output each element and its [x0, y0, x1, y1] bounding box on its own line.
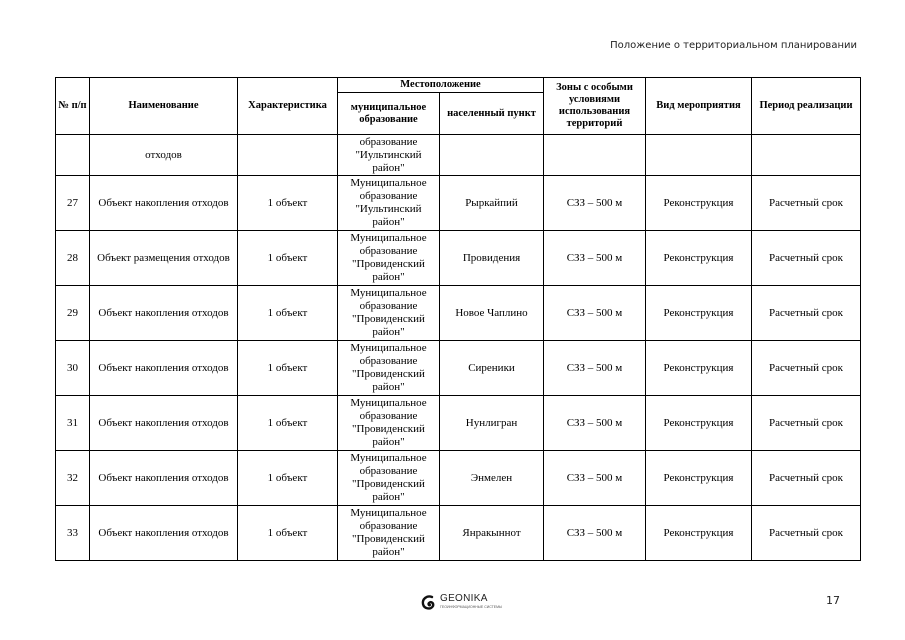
- cell-characteristic: 1 объект: [238, 286, 338, 341]
- cell-municipality: Муниципальное образование "Иультинский район": [338, 176, 440, 231]
- cell-settlement: Энмелен: [440, 451, 544, 506]
- geonika-swirl-icon: [420, 594, 436, 612]
- cell-zones: СЗЗ – 500 м: [544, 396, 646, 451]
- cell-number: 29: [56, 286, 90, 341]
- cell-number: 32: [56, 451, 90, 506]
- cell-settlement: Сиреники: [440, 341, 544, 396]
- header-number: № п/п: [56, 78, 90, 135]
- cell-municipality: Муниципальное образование "Провиденский район": [338, 396, 440, 451]
- table-row: [56, 451, 861, 506]
- header-name: Наименование: [90, 78, 238, 135]
- objects-table: [55, 77, 861, 561]
- cell-activity: Реконструкция: [646, 176, 752, 231]
- running-header-title: Положение о территориальном планировании: [610, 40, 857, 51]
- cell-settlement: Рыркайпий: [440, 176, 544, 231]
- table-row-continuation: [56, 135, 861, 176]
- table-row: [56, 286, 861, 341]
- cell-activity: Реконструкция: [646, 286, 752, 341]
- cell-municipality: Муниципальное образование "Провиденский район": [338, 286, 440, 341]
- logo-name: GEONIKA: [440, 593, 488, 604]
- cell-municipality: Муниципальное образование "Провиденский район": [338, 451, 440, 506]
- cell-name: Объект размещения отходов: [90, 231, 238, 286]
- header-location: Местоположение: [338, 78, 544, 93]
- table-row: [56, 341, 861, 396]
- cell-settlement: Янракыннот: [440, 506, 544, 561]
- cell-activity: Реконструкция: [646, 506, 752, 561]
- cell-period: Расчетный срок: [752, 176, 861, 231]
- cell-zones: СЗЗ – 500 м: [544, 451, 646, 506]
- header-settlement: населенный пункт: [440, 93, 544, 135]
- cell-name: Объект накопления отходов: [90, 176, 238, 231]
- cell-number: [56, 135, 90, 176]
- cell-name: Объект накопления отходов: [90, 506, 238, 561]
- cell-characteristic: 1 объект: [238, 176, 338, 231]
- cell-period: Расчетный срок: [752, 231, 861, 286]
- cell-number: 30: [56, 341, 90, 396]
- cell-municipality: Муниципальное образование "Провиденский район": [338, 506, 440, 561]
- cell-characteristic: 1 объект: [238, 341, 338, 396]
- cell-zones: СЗЗ – 500 м: [544, 341, 646, 396]
- header-activity: Вид мероприятия: [646, 78, 752, 135]
- cell-period: Расчетный срок: [752, 341, 861, 396]
- cell-period: [752, 135, 861, 176]
- cell-zones: СЗЗ – 500 м: [544, 506, 646, 561]
- cell-period: Расчетный срок: [752, 451, 861, 506]
- cell-settlement: [440, 135, 544, 176]
- cell-activity: Реконструкция: [646, 451, 752, 506]
- cell-characteristic: 1 объект: [238, 451, 338, 506]
- cell-settlement: Новое Чаплино: [440, 286, 544, 341]
- cell-activity: [646, 135, 752, 176]
- cell-period: Расчетный срок: [752, 286, 861, 341]
- cell-municipality: образование "Иультинский район": [338, 135, 440, 176]
- cell-settlement: Провидения: [440, 231, 544, 286]
- cell-zones: [544, 135, 646, 176]
- header-zones: Зоны с особыми условиями использования территорий: [544, 78, 646, 135]
- table-row: [56, 396, 861, 451]
- table-row: [56, 231, 861, 286]
- cell-characteristic: [238, 135, 338, 176]
- cell-name: Объект накопления отходов: [90, 396, 238, 451]
- cell-zones: СЗЗ – 500 м: [544, 231, 646, 286]
- cell-settlement: Нунлигран: [440, 396, 544, 451]
- cell-activity: Реконструкция: [646, 231, 752, 286]
- cell-municipality: Муниципальное образование "Провиденский район": [338, 231, 440, 286]
- cell-number: 33: [56, 506, 90, 561]
- page-number: 17: [826, 594, 840, 607]
- cell-period: Расчетный срок: [752, 506, 861, 561]
- header-municipality: муниципальное образование: [338, 93, 440, 135]
- cell-characteristic: 1 объект: [238, 506, 338, 561]
- cell-period: Расчетный срок: [752, 396, 861, 451]
- table-row: [56, 176, 861, 231]
- cell-name: Объект накопления отходов: [90, 286, 238, 341]
- logo-tagline: ГЕОИНФОРМАЦИОННЫЕ СИСТЕМЫ: [440, 605, 503, 609]
- cell-number: 28: [56, 231, 90, 286]
- header-characteristic: Характеристика: [238, 78, 338, 135]
- geonika-logo: [420, 594, 502, 612]
- cell-activity: Реконструкция: [646, 341, 752, 396]
- cell-name: отходов: [90, 135, 238, 176]
- header-period: Период реализации: [752, 78, 861, 135]
- cell-number: 31: [56, 396, 90, 451]
- cell-zones: СЗЗ – 500 м: [544, 286, 646, 341]
- cell-name: Объект накопления отходов: [90, 451, 238, 506]
- cell-name: Объект накопления отходов: [90, 341, 238, 396]
- cell-activity: Реконструкция: [646, 396, 752, 451]
- cell-zones: СЗЗ – 500 м: [544, 176, 646, 231]
- table-row: [56, 506, 861, 561]
- cell-number: 27: [56, 176, 90, 231]
- cell-characteristic: 1 объект: [238, 396, 338, 451]
- cell-municipality: Муниципальное образование "Провиденский район": [338, 341, 440, 396]
- cell-characteristic: 1 объект: [238, 231, 338, 286]
